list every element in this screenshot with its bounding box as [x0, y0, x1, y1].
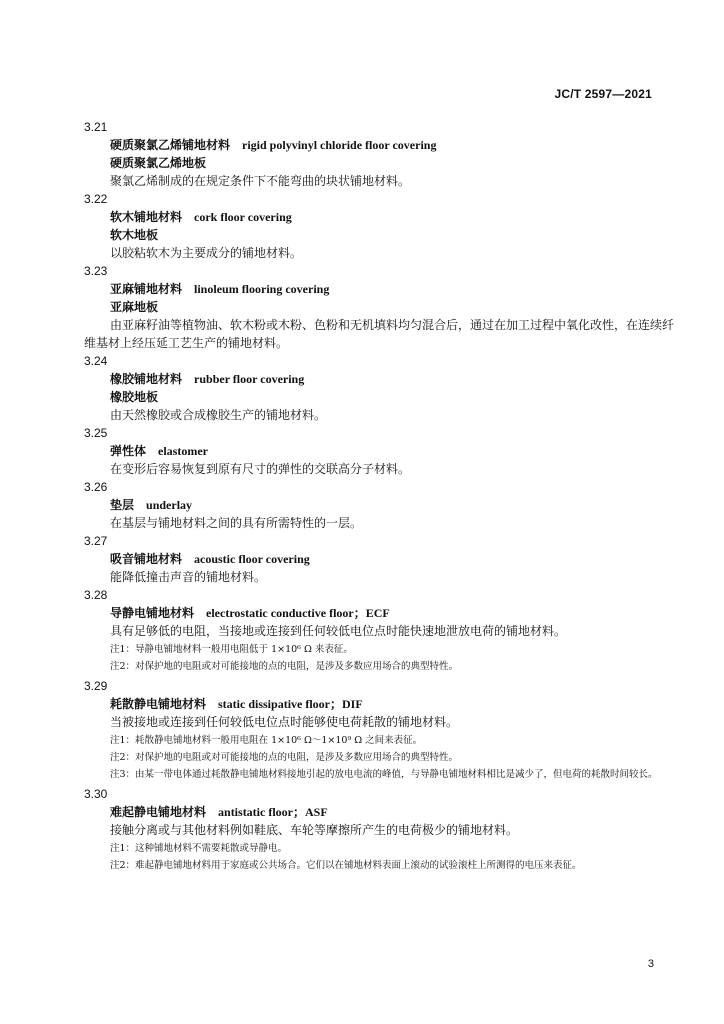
term-zh: 难起静电铺地材料 — [110, 805, 207, 819]
term-en: antistatic floor；ASF — [218, 805, 328, 819]
term-note: 注1：这种铺地材料不需要耗散或导静电。 — [110, 843, 288, 854]
term-note: 注2：难起静电铺地材料用于家庭或公共场合。它们以在铺地材料表面上滚动的试验滚柱上所测得的电压来表征。 — [110, 860, 582, 871]
term-entry — [84, 424, 674, 478]
term-entry — [84, 677, 674, 782]
term-en: rigid polyvinyl chloride floor covering — [242, 138, 437, 152]
standard-code: JC/T 2597—2021 — [554, 87, 652, 101]
clause-number: 3.28 — [84, 588, 108, 602]
term-title — [110, 604, 674, 622]
term-title — [110, 550, 674, 568]
term-title — [110, 136, 674, 154]
term-synonym: 软木地板 — [110, 228, 159, 242]
term-note: 注1：耗散静电铺地材料一般用电阻在 1×10⁶ Ω～1×10⁹ Ω 之间来表征。 — [110, 735, 423, 746]
term-entry — [84, 532, 674, 586]
term-title — [110, 496, 674, 514]
clause-number: 3.22 — [84, 192, 108, 206]
term-entry — [84, 352, 674, 424]
term-en: linoleum flooring covering — [194, 282, 330, 296]
term-definition: 接触分离或与其他材料例如鞋底、车轮等摩擦所产生的电荷极少的铺地材料。 — [110, 823, 519, 837]
term-title — [110, 695, 674, 713]
term-en: cork floor covering — [194, 210, 292, 224]
term-title — [110, 208, 674, 226]
clause-number: 3.26 — [84, 480, 108, 494]
term-entry — [84, 190, 674, 262]
term-title — [110, 280, 674, 298]
clause-number: 3.27 — [84, 534, 108, 548]
term-zh: 橡胶铺地材料 — [110, 372, 183, 386]
term-note: 注1：导静电铺地材料一般用电阻低于 1×10⁶ Ω 来表征。 — [110, 644, 353, 655]
term-title — [110, 370, 674, 388]
term-entry — [84, 785, 674, 873]
term-title — [110, 803, 674, 821]
term-entry — [84, 586, 674, 674]
term-definition: 当被接地或连接到任何较低电位点时能够使电荷耗散的铺地材料。 — [110, 715, 459, 729]
term-en: elastomer — [158, 444, 208, 458]
term-en: static dissipative floor；DIF — [218, 697, 363, 711]
term-definition: 由天然橡胶或合成橡胶生产的铺地材料。 — [110, 408, 327, 422]
term-zh: 软木铺地材料 — [110, 210, 183, 224]
term-en: acoustic floor covering — [194, 552, 310, 566]
term-note: 注2：对保护地的电阻或对可能接地的点的电阻，是涉及多数应用场合的典型特性。 — [110, 752, 459, 763]
term-title — [110, 442, 674, 460]
term-en: electrostatic conductive floor；ECF — [206, 606, 390, 620]
term-note: 注2：对保护地的电阻或对可能接地的点的电阻，是涉及多数应用场合的典型特性。 — [110, 661, 459, 672]
term-zh: 硬质聚氯乙烯铺地材料 — [110, 138, 231, 152]
term-en: rubber floor covering — [194, 372, 305, 386]
clause-number: 3.24 — [84, 354, 108, 368]
term-entry — [84, 478, 674, 532]
term-zh: 弹性体 — [110, 444, 147, 458]
page-number: 3 — [647, 958, 654, 970]
term-definition: 能降低撞击声音的铺地材料。 — [110, 570, 267, 584]
term-en: underlay — [146, 498, 193, 512]
term-note: 注3：由某一带电体通过耗散静电铺地材料接地引起的放电电流的峰值，与导静电铺地材料相比是减少了，但电荷的耗散时间较长。 — [110, 769, 658, 780]
clause-number: 3.21 — [84, 120, 108, 134]
term-zh: 吸音铺地材料 — [110, 552, 183, 566]
clause-number: 3.29 — [84, 679, 108, 693]
term-definition: 以胶粘软木为主要成分的铺地材料。 — [110, 246, 303, 260]
term-definition: 具有足够低的电阻，当接地或连接到任何较低电位点时能快速地泄放电荷的铺地材料。 — [110, 624, 567, 638]
term-zh: 亚麻铺地材料 — [110, 282, 183, 296]
term-definition: 聚氯乙烯制成的在规定条件下不能弯曲的块状铺地材料。 — [110, 174, 411, 188]
clause-number: 3.30 — [84, 787, 108, 801]
term-zh: 垫层 — [110, 498, 135, 512]
term-synonym: 硬质聚氯乙烯地板 — [110, 156, 207, 170]
term-zh: 耗散静电铺地材料 — [110, 697, 207, 711]
term-zh: 导静电铺地材料 — [110, 606, 195, 620]
term-definition: 在变形后容易恢复到原有尺寸的弹性的交联高分子材料。 — [110, 462, 411, 476]
clause-number: 3.25 — [84, 426, 108, 440]
clause-number: 3.23 — [84, 264, 108, 278]
terms-list — [84, 118, 674, 876]
term-synonym: 亚麻地板 — [110, 300, 159, 314]
term-definition: 在基层与铺地材料之间的具有所需特性的一层。 — [110, 516, 363, 530]
term-entry — [84, 118, 674, 190]
term-definition: 由亚麻籽油等植物油、软木粉或木粉、色粉和无机填料均匀混合后，通过在加工过程中氧化改性，在连续纤维基材上经压延工艺生产的铺地材料。 — [84, 318, 675, 350]
term-entry — [84, 262, 674, 352]
term-synonym: 橡胶地板 — [110, 390, 159, 404]
